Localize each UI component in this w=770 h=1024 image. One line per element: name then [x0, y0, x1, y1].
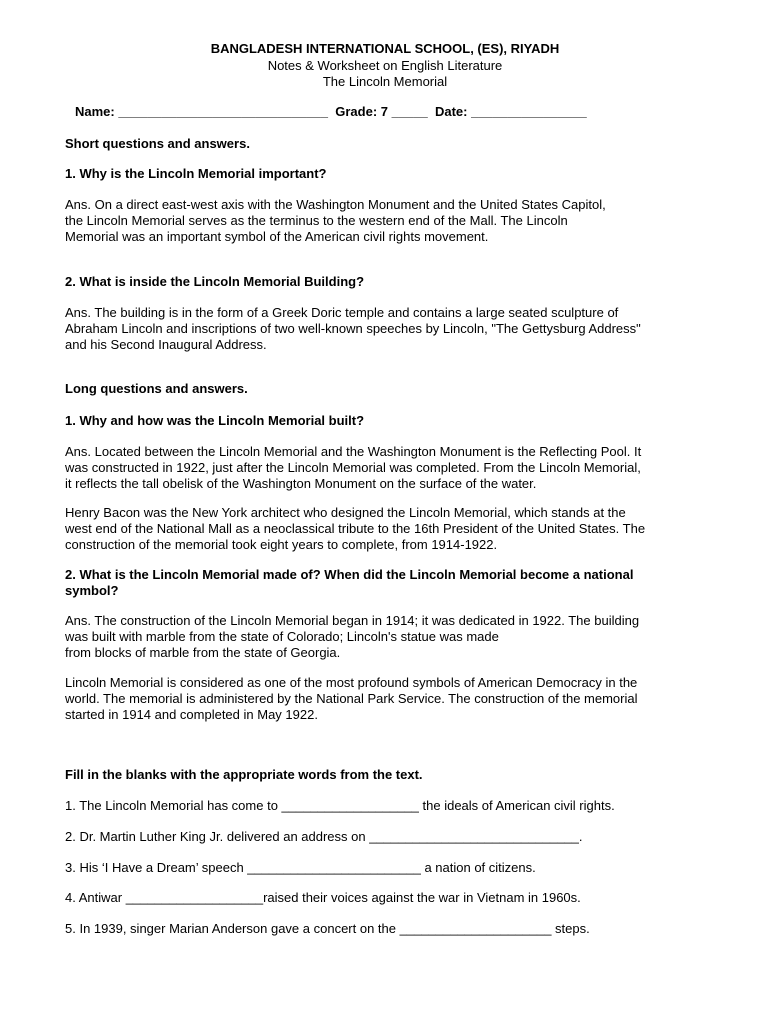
fill-blank-item-4: 4. Antiwar ___________________raised their voices against the war in Vietnam in 1960s. — [65, 890, 581, 905]
long-question-2: 2. What is the Lincoln Memorial made of? When did the Lincoln Memorial become a national symbol? — [65, 567, 634, 598]
short-section-heading: Short questions and answers. — [65, 136, 250, 151]
short-answer-1: Ans. On a direct east-west axis with the Washington Monument and the United States Capitol, the Lincoln Memorial serves as the terminus to the western end of the Mall. The Lincoln Memorial was an important symbol of the American civil rights movement. — [65, 197, 606, 244]
short-answer-2: Ans. The building is in the form of a Greek Doric temple and contains a large seated sculpture of Abraham Lincoln and inscriptions of two well-known speeches by Lincoln, "The Gettysburg Address" and his Second Inaugural Address. — [65, 305, 641, 352]
fill-blanks-heading: Fill in the blanks with the appropriate words from the text. — [65, 767, 423, 782]
short-question-2: 2. What is inside the Lincoln Memorial Building? — [65, 274, 365, 289]
long-answer-1-paragraph-1: Ans. Located between the Lincoln Memorial and the Washington Monument is the Reflecting Pool. It was constructed in 1922, just after the Lincoln Memorial was completed. From the Lincoln Memorial, it reflects the tall obelisk of the Washington Monument on the surface of the water. — [65, 444, 642, 491]
fill-blank-item-3: 3. His ‘I Have a Dream’ speech ________________________ a nation of citizens. — [65, 860, 536, 875]
fill-blank-item-2: 2. Dr. Martin Luther King Jr. delivered an address on _____________________________. — [65, 829, 583, 844]
worksheet-topic: The Lincoln Memorial — [322, 74, 448, 89]
document-header — [0, 41, 770, 91]
long-question-1: 1. Why and how was the Lincoln Memorial built? — [65, 413, 365, 428]
long-answer-2-paragraph-1: Ans. The construction of the Lincoln Memorial began in 1914; it was dedicated in 1922. The building was built with marble from the state of Colorado; Lincoln's statue was made from blocks of marble from the state of Georgia. — [65, 613, 640, 660]
fill-blank-item-5: 5. In 1939, singer Marian Anderson gave a concert on the _____________________ steps. — [65, 921, 590, 936]
fill-blank-item-1: 1. The Lincoln Memorial has come to ___________________ the ideals of American civil rights. — [65, 798, 615, 813]
student-info-line: Name: _____________________________ Grade: 7 _____ Date: ________________ — [75, 104, 587, 119]
worksheet-subtitle: Notes & Worksheet on English Literature — [267, 57, 503, 73]
long-answer-1-paragraph-2: Henry Bacon was the New York architect who designed the Lincoln Memorial, which stands at the west end of the National Mall as a neoclassical tribute to the 16th President of the United States. The construction of the memorial took eight years to complete, from 1914-1922. — [65, 505, 646, 552]
long-answer-2-paragraph-2: Lincoln Memorial is considered as one of the most profound symbols of American Democracy in the world. The memorial is administered by the National Park Service. The construction of the memorial started in 1914 and completed in May 1922. — [65, 675, 638, 722]
short-question-1: 1. Why is the Lincoln Memorial important? — [65, 166, 327, 181]
long-section-heading: Long questions and answers. — [65, 381, 248, 396]
school-name: BANGLADESH INTERNATIONAL SCHOOL, (ES), RIYADH — [210, 41, 560, 56]
